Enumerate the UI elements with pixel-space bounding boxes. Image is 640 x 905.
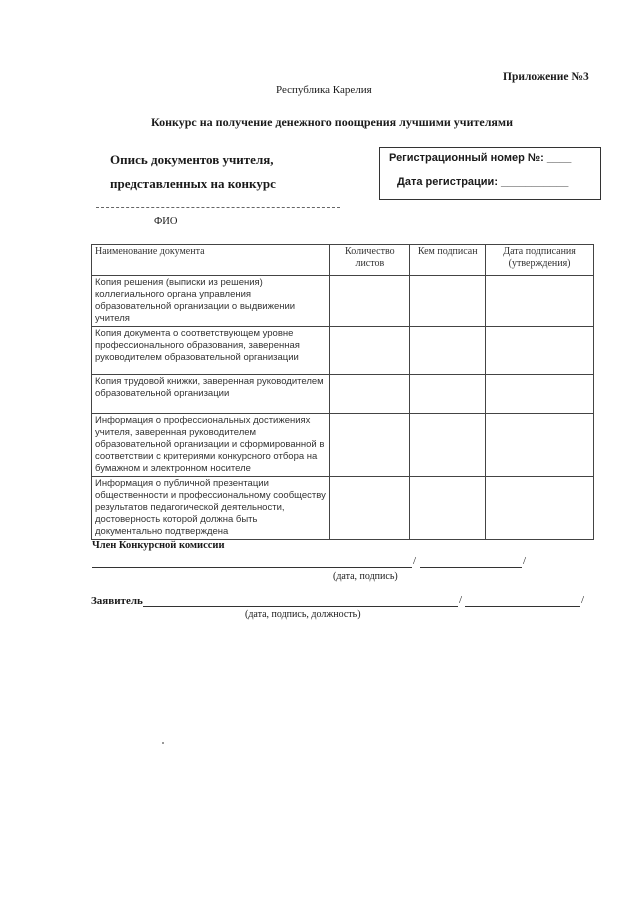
table-row	[92, 327, 594, 375]
sheet-count-cell[interactable]	[330, 375, 410, 414]
header-signing-date: Дата подписания (утверждения)	[486, 245, 594, 276]
scan-speck	[162, 742, 164, 744]
header-signed-by: Кем подписан	[410, 245, 486, 276]
signed-by-cell[interactable]	[410, 414, 486, 477]
republic-label: Республика Карелия	[276, 84, 372, 96]
table-row	[92, 414, 594, 477]
signing-date-cell[interactable]	[486, 414, 594, 477]
signed-by-cell[interactable]	[410, 327, 486, 375]
slash-separator: /	[581, 594, 585, 606]
fio-label: ФИО	[154, 216, 178, 227]
fio-line[interactable]	[96, 207, 340, 208]
document-name-cell: Копия документа о соответствующем уровне профессионального образования, заверенная руководителем образовательной организации	[92, 327, 330, 375]
applicant-label: Заявитель	[91, 595, 143, 607]
inventory-title-line1: Опись документов учителя,	[110, 152, 274, 167]
slash-separator: /	[413, 555, 417, 567]
contest-title: Конкурс на получение денежного поощрения лучшими учителями	[150, 115, 514, 129]
signing-date-cell[interactable]	[486, 327, 594, 375]
applicant-caption: (дата, подпись, должность)	[245, 609, 361, 620]
header-document-name: Наименование документа	[92, 245, 330, 276]
table-row	[92, 477, 594, 540]
document-name-cell: Копия трудовой книжки, заверенная руководителем образовательной организации	[92, 375, 330, 414]
table-row	[92, 276, 594, 327]
sheet-count-cell[interactable]	[330, 414, 410, 477]
sheet-count-cell[interactable]	[330, 477, 410, 540]
appendix-label: Приложение №3	[503, 71, 589, 83]
commission-member-caption: (дата, подпись)	[333, 571, 398, 582]
slash-separator: /	[459, 594, 463, 606]
signing-date-cell[interactable]	[486, 375, 594, 414]
sheet-count-cell[interactable]	[330, 327, 410, 375]
sheet-count-cell[interactable]	[330, 276, 410, 327]
signed-by-cell[interactable]	[410, 477, 486, 540]
documents-table	[91, 244, 594, 540]
slash-separator: /	[523, 555, 527, 567]
signing-date-cell[interactable]	[486, 477, 594, 540]
signing-date-cell[interactable]	[486, 276, 594, 327]
registration-number-field[interactable]: Регистрационный номер №: ____	[389, 152, 572, 164]
applicant-position-line[interactable]	[465, 606, 580, 607]
inventory-title-line2: представленных на конкурс	[110, 176, 276, 191]
document-name-cell: Информация о профессиональных достижениях учителя, заверенная руководителем образовательной организации и сформированной в соответствии с критериями конкурсного отбора на бумажном и электронном носителе	[92, 414, 330, 477]
commission-member-label: Член Конкурсной комиссии	[92, 540, 225, 551]
registration-box	[379, 147, 601, 200]
document-name-cell: Информация о публичной презентации общественности и профессиональному сообществу результатов педагогической деятельности, достоверность которой должна быть документально подтверждена	[92, 477, 330, 540]
registration-date-field[interactable]: Дата регистрации: ___________	[397, 176, 569, 188]
header-sheet-count: Количество листов	[330, 245, 410, 276]
signed-by-cell[interactable]	[410, 276, 486, 327]
commission-member-signature-line[interactable]	[92, 567, 412, 568]
document-name-cell: Копия решения (выписки из решения) коллегиального органа управления образовательной организации о выдвижении учителя	[92, 276, 330, 327]
signed-by-cell[interactable]	[410, 375, 486, 414]
commission-member-date-line[interactable]	[420, 567, 522, 568]
table-row	[92, 375, 594, 414]
applicant-signature-line[interactable]	[143, 606, 458, 607]
